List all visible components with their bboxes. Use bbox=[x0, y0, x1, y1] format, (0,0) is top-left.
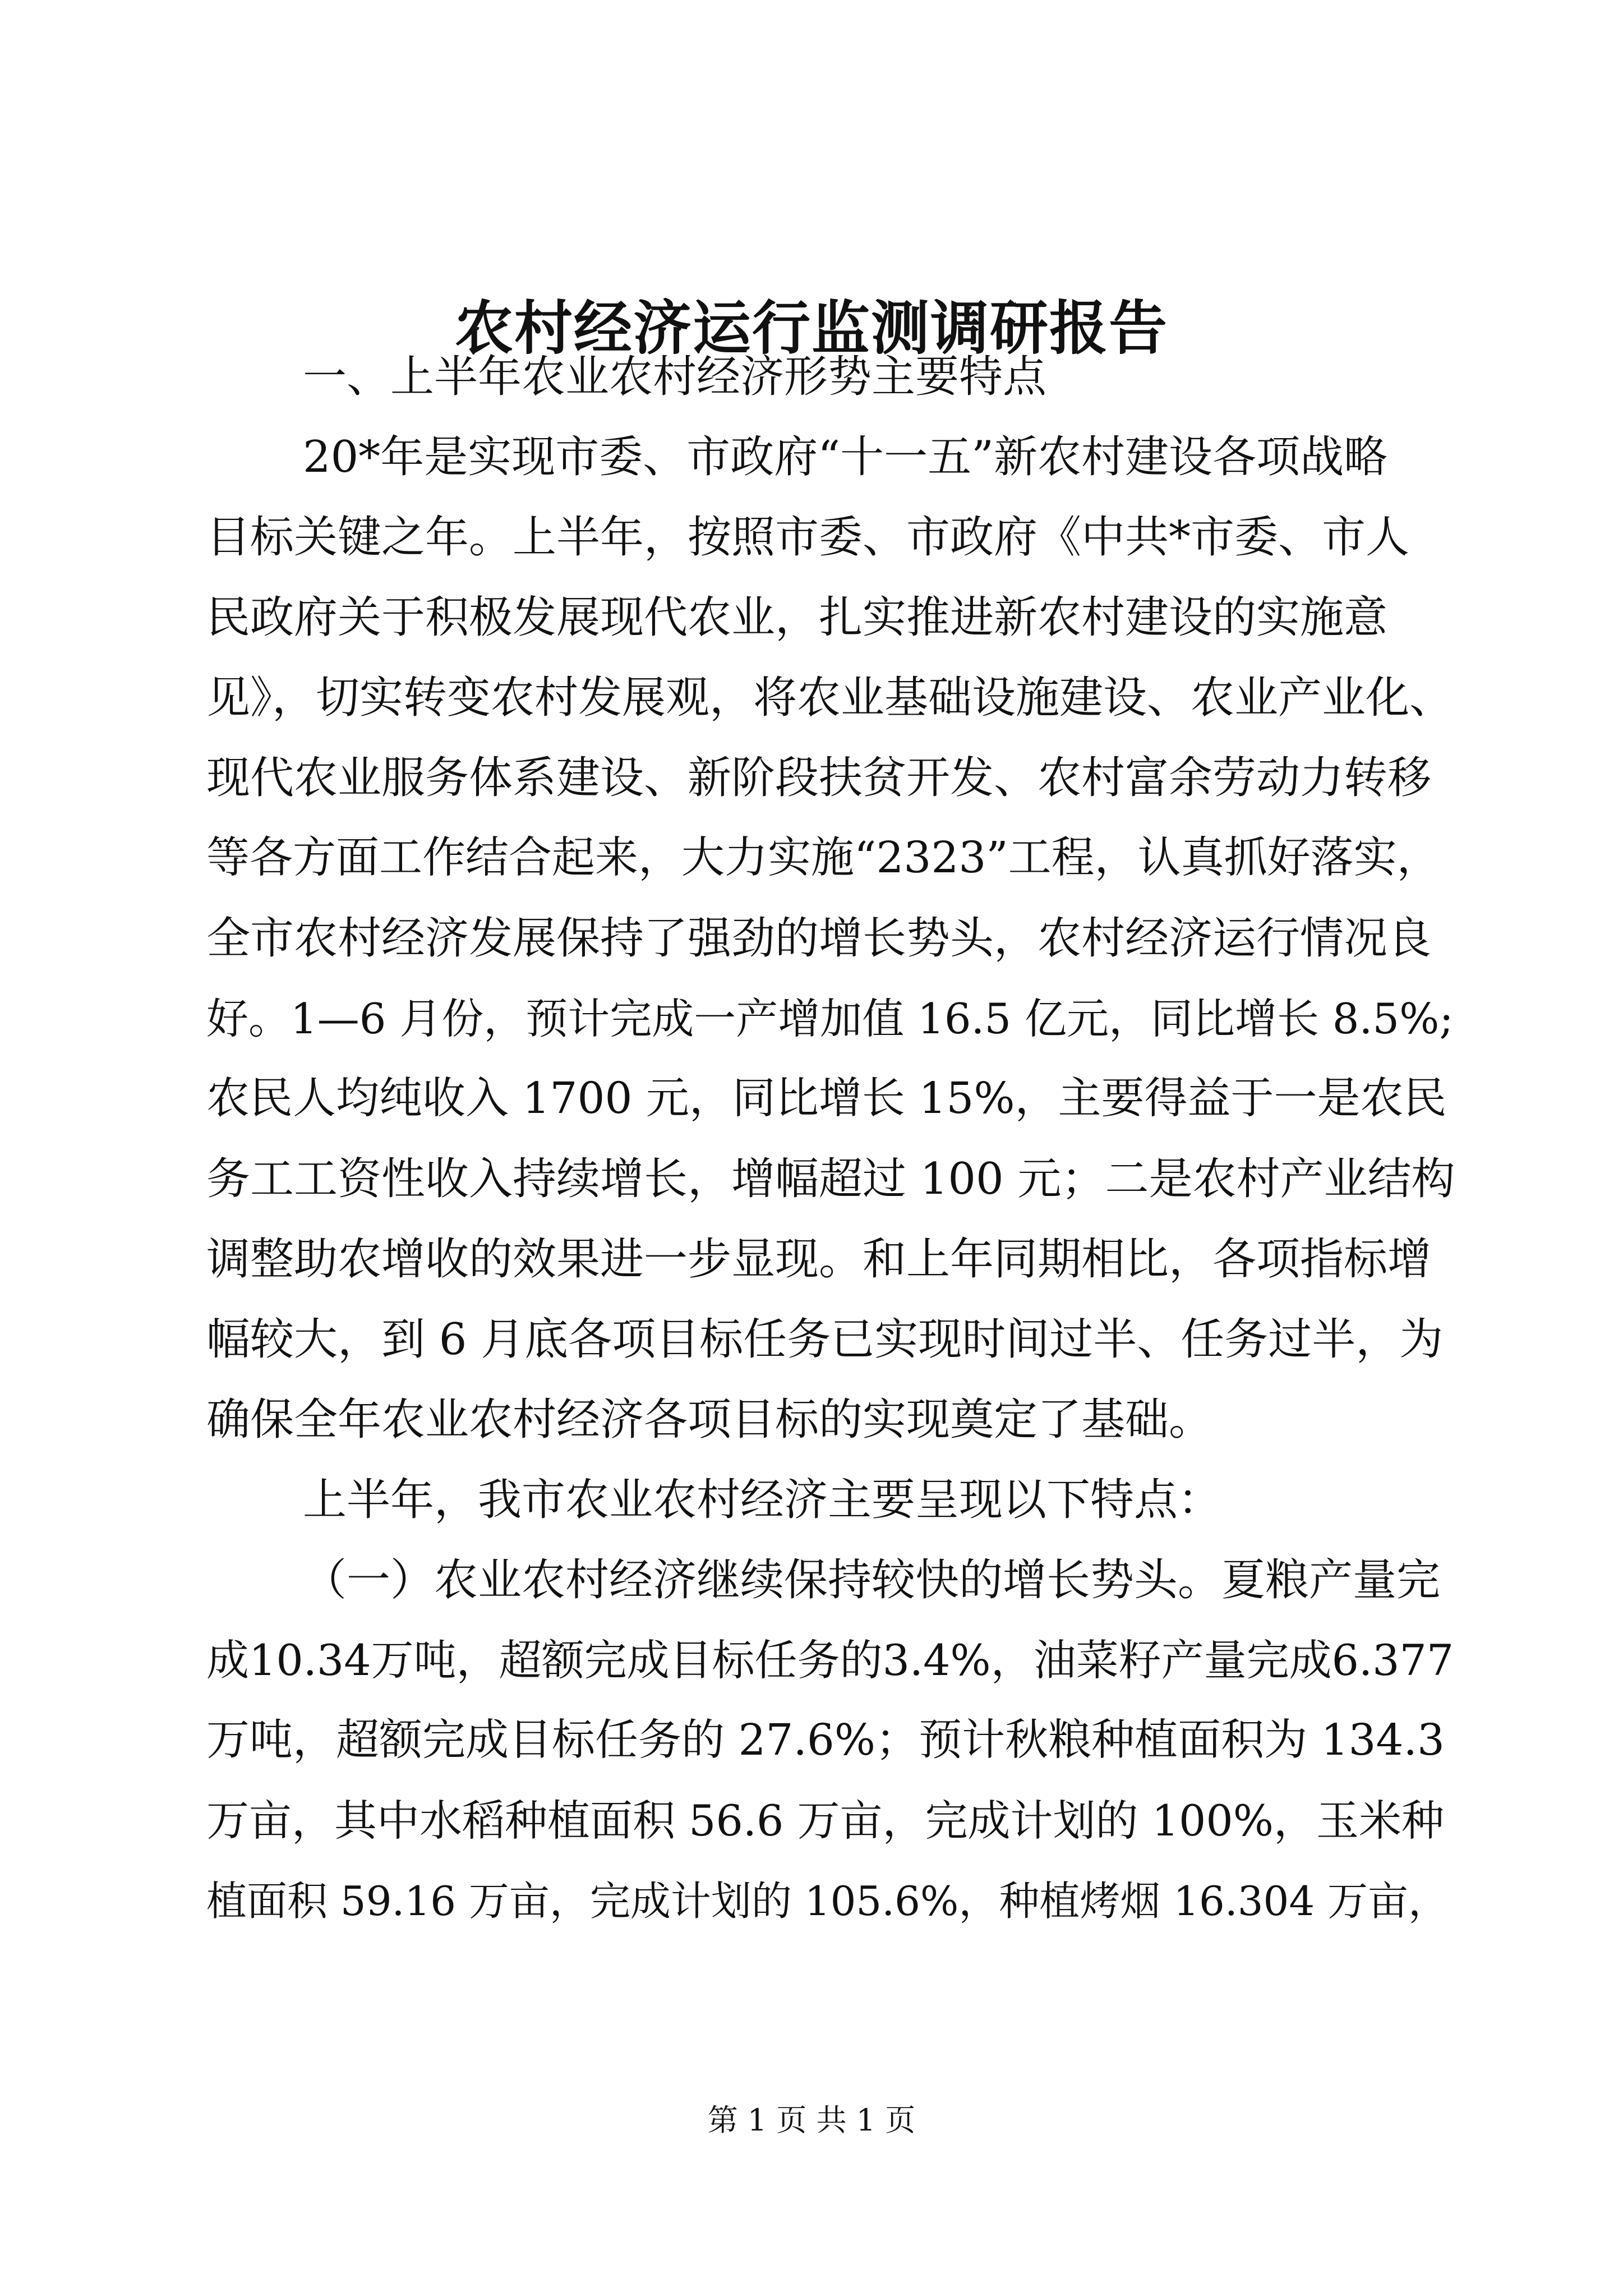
body-line: 万吨，超额完成目标任务的 27.6%；预计秋粮种植面积为 134.3 bbox=[206, 1715, 1445, 1765]
body-line: 植面积 59.16 万亩，完成计划的 105.6%，种植烤烟 16.304 万亩， bbox=[206, 1878, 1449, 1925]
body-line: 目标关键之年。上半年，按照市委、市政府《中共*市委、市人 bbox=[206, 512, 1410, 563]
body-line: 20*年是实现市委、市政府“十一五”新农村建设各项战略 bbox=[303, 432, 1388, 482]
body-line: 幅较大，到 6 月底各项目标任务已实现时间过半、任务过半，为 bbox=[206, 1314, 1444, 1365]
subsection-heading-line: （一）农业农村经济继续保持较快的增长势头。夏粮产量完 bbox=[303, 1555, 1441, 1605]
body-line: 成10.34万吨，超额完成目标任务的3.4%，油菜籽产量完成6.377 bbox=[206, 1635, 1454, 1685]
body-line: 农民人均纯收入 1700 元，同比增长 15%，主要得益于一是农民 bbox=[206, 1074, 1447, 1124]
body-line: 见》，切实转变农村发展观，将农业基础设施建设、农业产业化、 bbox=[206, 673, 1454, 723]
page-footer: 第 1 页 共 1 页 bbox=[707, 2102, 916, 2138]
body-line: 调整助农增收的效果进一步显现。和上年同期相比，各项指标增 bbox=[206, 1234, 1432, 1285]
body-line: 现代农业服务体系建设、新阶段扶贫开发、农村富余劳动力转移 bbox=[206, 753, 1432, 803]
body-line: 万亩，其中水稻种植面积 56.6 万亩，完成计划的 100%，玉米种 bbox=[206, 1796, 1444, 1846]
body-line: 等各方面工作结合起来，大力实施“2323”工程，认真抓好落实， bbox=[206, 833, 1440, 883]
body-line: 好。1—6 月份，预计完成一产增加值 16.5 亿元，同比增长 8.5%; bbox=[206, 994, 1454, 1043]
body-line: 确保全年农业农村经济各项目标的实现奠定了基础。 bbox=[206, 1395, 1213, 1445]
body-line: 民政府关于积极发展现代农业，扎实推进新农村建设的实施意 bbox=[206, 592, 1388, 643]
body-line: 全市农村经济发展保持了强劲的增长势头，农村经济运行情况良 bbox=[206, 913, 1432, 964]
document-title: 农村经济运行监测调研报告 bbox=[454, 293, 1168, 362]
body-line: 务工工资性收入持续增长，增幅超过 100 元；二是农村产业结构 bbox=[206, 1154, 1455, 1204]
section-heading-1: 一、上半年农业农村经济形势主要特点 bbox=[303, 352, 1047, 402]
body-line: 上半年，我市农业农村经济主要呈现以下特点： bbox=[303, 1475, 1222, 1525]
